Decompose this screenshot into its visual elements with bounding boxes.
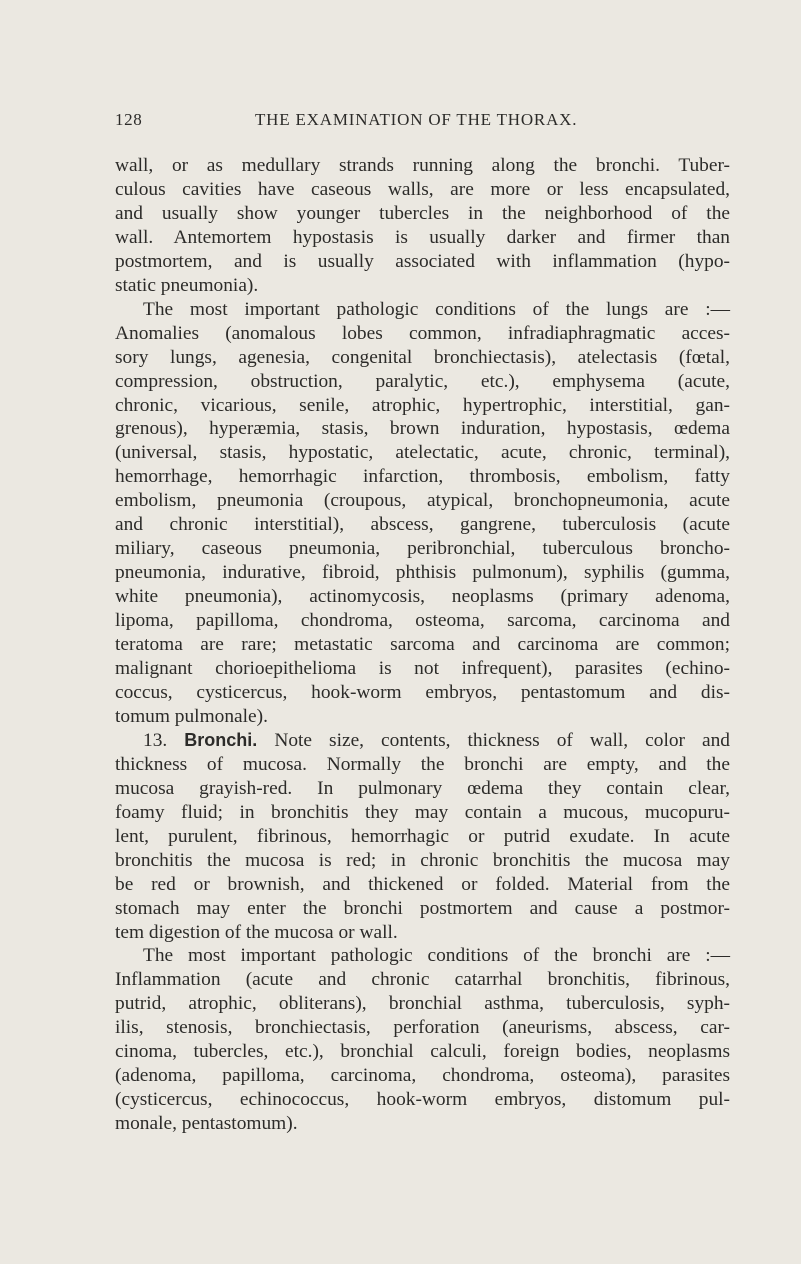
- text-line: Anomalies (anomalous lobes common, infradiaphragmatic acces-: [115, 322, 730, 344]
- text-line: be red or brownish, and thickened or folded. Material from the: [115, 873, 730, 895]
- text-line: malignant chorioepithelioma is not infrequent), parasites (echino-: [115, 658, 730, 680]
- text-line: Inflammation (acute and chronic catarrhal bronchitis, fibrinous,: [115, 969, 730, 991]
- text-line: and chronic interstitial), abscess, gangrene, tuberculosis (acute: [115, 514, 730, 536]
- text-line: tem digestion of the mucosa or wall.: [115, 921, 398, 943]
- text-line: lent, purulent, fibrinous, hemorrhagic or putrid exudate. In acute: [115, 825, 730, 847]
- paragraph-bronchi-conditions: [115, 944, 730, 1136]
- section-title: Bronchi.: [184, 729, 258, 750]
- text-line: and usually show younger tubercles in the neighborhood of the: [115, 202, 730, 224]
- text-line: tomum pulmonale).: [115, 705, 268, 727]
- section-heading-line: [115, 729, 730, 753]
- text-line: ilis, stenosis, bronchiectasis, perforation (aneurisms, abscess, car-: [115, 1017, 730, 1039]
- paragraph-lung-conditions: [115, 298, 730, 729]
- text-line: bronchitis the mucosa is red; in chronic bronchitis the mucosa may: [115, 849, 730, 871]
- text-line: putrid, atrophic, obliterans), bronchial asthma, tuberculosis, syph-: [115, 993, 730, 1015]
- paragraph-lung-continuation: [115, 154, 730, 298]
- text-line: static pneumonia).: [115, 274, 259, 296]
- text-line: teratoma are rare; metastatic sarcoma and carcinoma are common;: [115, 634, 730, 656]
- text-line: sory lungs, agenesia, congenital bronchiectasis), atelectasis (fœtal,: [115, 346, 730, 368]
- text-line: The most important pathologic conditions of the lungs are :—: [143, 298, 730, 320]
- text-line: compression, obstruction, paralytic, etc.), emphysema (acute,: [115, 370, 730, 392]
- text-line: cinoma, tubercles, etc.), bronchial calculi, foreign bodies, neoplasms: [115, 1041, 730, 1063]
- text-line: (universal, stasis, hypostatic, atelectatic, acute, chronic, terminal),: [115, 442, 730, 464]
- text-line: wall. Antemortem hypostasis is usually darker and firmer than: [115, 226, 730, 248]
- text-line: miliary, caseous pneumonia, peribronchial, tuberculous broncho-: [115, 538, 730, 560]
- text-line: embolism, pneumonia (croupous, atypical, bronchopneumonia, acute: [115, 490, 730, 512]
- page-header: [115, 110, 730, 136]
- text-line: lipoma, papilloma, chondroma, osteoma, sarcoma, carcinoma and: [115, 610, 730, 632]
- text-line: foamy fluid; in bronchitis they may contain a mucous, mucopuru-: [115, 801, 730, 823]
- page-number: 128: [115, 110, 143, 129]
- text-line: wall, or as medullary strands running along the bronchi. Tuber-: [115, 155, 730, 176]
- text-line: grenous), hyperæmia, stasis, brown induration, hypostasis, œdema: [115, 418, 730, 440]
- text-line: pneumonia, indurative, fibroid, phthisis pulmonum), syphilis (gumma,: [115, 562, 730, 584]
- running-title: THE EXAMINATION OF THE THORAX.: [255, 110, 578, 129]
- text-line: (cysticercus, echinococcus, hook-worm embryos, distomum pul-: [115, 1089, 730, 1111]
- text-line: white pneumonia), actinomycosis, neoplasms (primary adenoma,: [115, 586, 730, 608]
- text-line: (adenoma, papilloma, carcinoma, chondroma, osteoma), parasites: [115, 1065, 730, 1087]
- text-line: hemorrhage, hemorrhagic infarction, thrombosis, embolism, fatty: [115, 466, 730, 488]
- text-line: culous cavities have caseous walls, are more or less encapsulated,: [115, 178, 730, 200]
- text-line: monale, pentastomum).: [115, 1113, 298, 1135]
- text-line: The most important pathologic conditions of the bronchi are :—: [143, 945, 730, 967]
- text-line: thickness of mucosa. Normally the bronchi are empty, and the: [115, 753, 730, 775]
- text-line: chronic, vicarious, senile, atrophic, hypertrophic, interstitial, gan-: [115, 394, 730, 416]
- text-line: coccus, cysticercus, hook-worm embryos, pentastomum and dis-: [115, 681, 730, 703]
- text-line-rest: Note size, contents, thickness of wall, color and: [274, 729, 730, 751]
- text-line: postmortem, and is usually associated with inflammation (hypo-: [115, 250, 730, 272]
- section-number: 13.: [143, 729, 168, 751]
- text-line: stomach may enter the bronchi postmortem and cause a postmor-: [115, 897, 730, 919]
- body-text: [115, 154, 730, 1136]
- paragraph-bronchi-section: [115, 729, 730, 945]
- text-line: mucosa grayish-red. In pulmonary œdema they contain clear,: [115, 777, 730, 799]
